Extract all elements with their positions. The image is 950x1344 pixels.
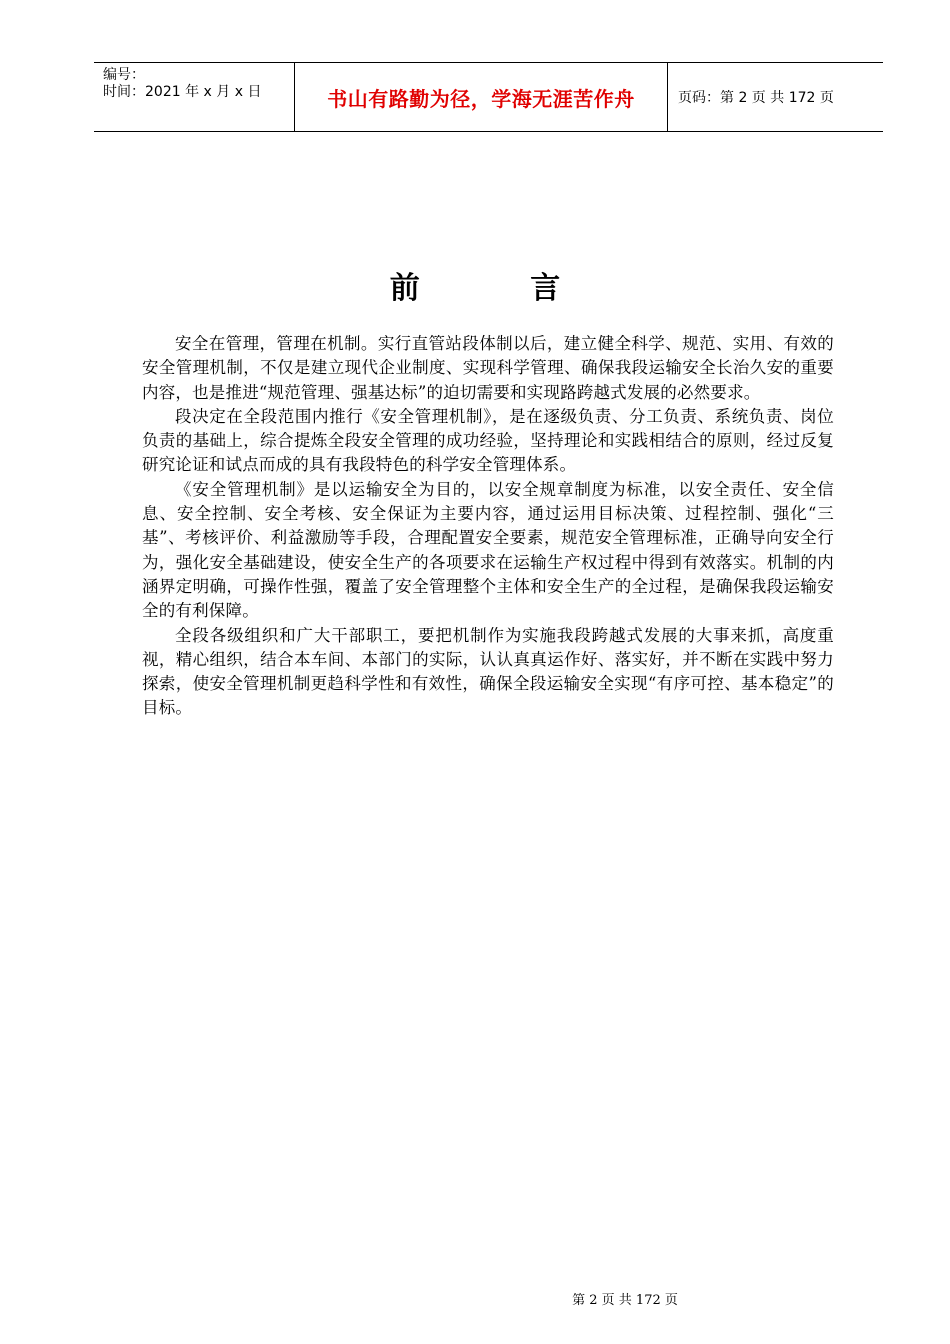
paragraph: 全段各级组织和广大干部职工，要把机制作为实施我段跨越式发展的大事来抓，高度重视，精心组织，结合本车间、本部门的实际，认认真真运作好、落实好，并不断在实践中努力探索，使安全管理机制更趋科学性和有效性，确保全段运输安全实现“有序可控、基本稳定”的目标。 <box>142 625 834 718</box>
preface-body <box>142 332 834 721</box>
header-number-label: 编号： <box>103 67 145 83</box>
header-meta-cell <box>94 63 295 131</box>
header-page-info: 页码：第 2 页 共 172 页 <box>678 90 834 106</box>
page-title: 前 言 <box>389 271 611 306</box>
header-motto: 书山有路勤为径，学海无涯苦作舟 <box>295 63 668 131</box>
header-time-label: 时间：2021 年 x 月 x 日 <box>103 84 262 100</box>
document-header <box>94 62 883 132</box>
paragraph: 段决定在全段范围内推行《安全管理机制》，是在逐级负责、分工负责、系统负责、岗位负责的基础上，综合提炼全段安全管理的成功经验，坚持理论和实践相结合的原则，经过反复研究论证和试点而成的具有我段特色的科学安全管理体系。 <box>142 406 834 475</box>
paragraph: 安全在管理，管理在机制。实行直管站段体制以后，建立健全科学、规范、实用、有效的安全管理机制，不仅是建立现代企业制度、实现科学管理、确保我段运输安全长治久安的重要内容，也是推进“规范管理、强基达标”的迫切需要和实现路跨越式发展的必然要求。 <box>142 334 834 402</box>
page-footer: 第 2 页 共 172 页 <box>572 1293 678 1308</box>
paragraph: 《安全管理机制》是以运输安全为目的，以安全规章制度为标准，以安全责任、安全信息、安全控制、安全考核、安全保证为主要内容，通过运用目标决策、过程控制、强化“三基”、考核评价、利益激励等手段，合理配置安全要素，规范安全管理标准，正确导向安全行为，强化安全基础建设，使安全生产的各项要求在运输生产权过程中得到有效落实。机制的内涵界定明确，可操作性强，覆盖了安全管理整个主体和安全生产的全过程，是确保我段运输安全的有利保障。 <box>142 479 834 621</box>
